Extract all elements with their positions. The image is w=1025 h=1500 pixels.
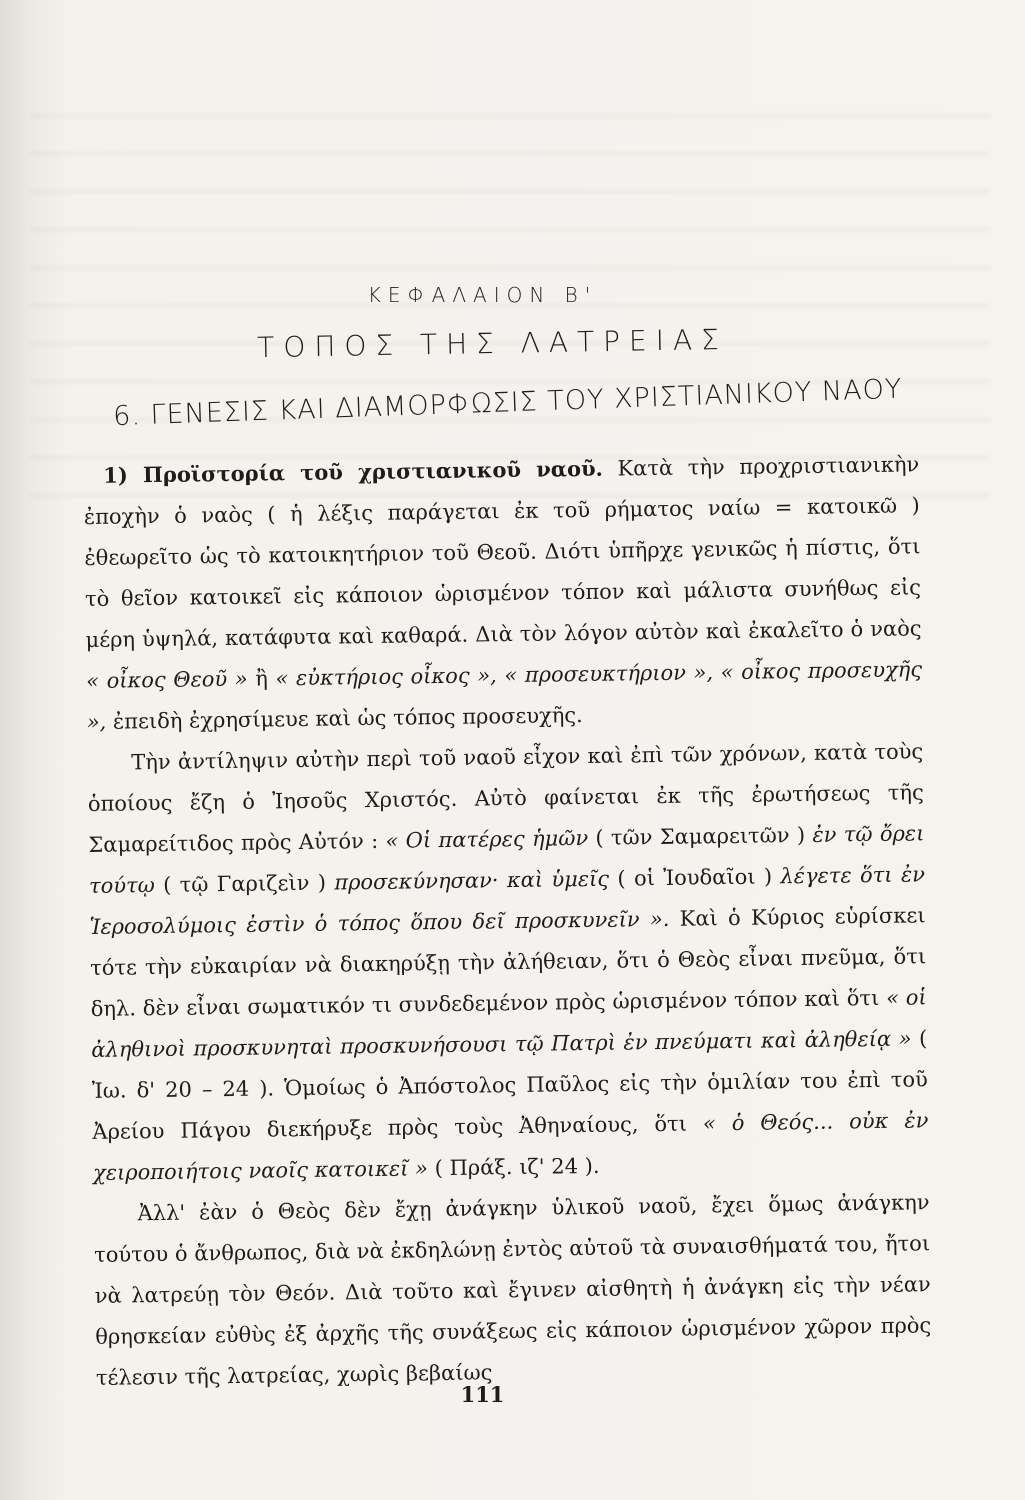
quote-span: « οἱ ἀληθινοὶ προσκυνηταὶ προσκυνήσουσι τῷ Πατρὶ ἐν πνεύματι καὶ ἀληθείᾳ » [91,985,927,1062]
text-span: Καὶ ὁ Κύριος εὑρίσκει τότε τὴν εὐκαιρίαν νὰ διακηρύξῃ τὴν ἀλήθειαν, ὅτι ὁ Θεὸς εἶναι πνεῦμα, ὅτι δηλ. δὲν εἶναι σωματικόν τι συνδεδεμένον πρὸς ὡρισμένον τόπον καὶ ὅτι [89,903,927,1021]
quote-span: προσεκύνησαν· καὶ ὑμεῖς [334,866,610,895]
text-span: ( τῷ Γαριζεὶν ) [162,870,327,897]
quote-span: « εὐκτήριος οἶκος », « προσευκτήριον », « οἶκος προσευχῆς », [86,657,923,734]
text-span: ( οἱ Ἰουδαῖοι ) [617,864,773,891]
quote-span: λέγετε ὅτι ἐν Ἱεροσολύμοις ἐστὶν ὁ τόπος ὅπου δεῖ προσκυνεῖν ». [89,862,926,939]
text-span: ἐπειδὴ ἐχρησίμευε καὶ ὡς τόπος προσευχῆς. [112,703,583,734]
section-title: 6. ΓΕΝΕΣΙΣ ΚΑΙ ΔΙΑΜΟΡΦΩΣΙΣ ΤΟΥ ΧΡΙΣΤΙΑΝΙΚΟΥ ΝΑΟΥ [112,373,903,433]
part-title: ΤΟΠΟΣ ΤΗΣ ΛΑΤΡΕΙΑΣ [256,322,729,365]
quote-span: « Οἱ πατέρες ἡμῶν [385,825,589,853]
body-text [83,443,932,1399]
page-number: 111 [460,1382,505,1407]
paragraph-2 [87,731,929,1194]
subsection-lead: 1) Προϊστορία τοῦ χριστιανικοῦ ναοῦ. [103,455,604,488]
text-span: Τὴν ἀντίληψιν αὐτὴν περὶ τοῦ ναοῦ εἶχον καὶ ἐπὶ τῶν χρόνων, κατὰ τοὺς ὁποίους ἔζη ὁ Ἰησοῦς Χριστός. Αὐτὸ φαίνεται ἐκ τῆς ἐρωτήσεως τῆς Σαμαρείτιδος πρὸς Αὐτόν : [87,739,924,857]
text-span: ( Πράξ. ιζ' 24 ). [434,1153,600,1181]
quote-span: ἐν τῷ ὄρει τούτῳ [88,821,925,898]
quote-span: « ὁ Θεός... οὐκ ἐν χειροποιήτοις ναοῖς κατοικεῖ » [92,1108,929,1185]
paragraph-3 [93,1182,932,1399]
text-span: Ἀλλ' ἐὰν ὁ Θεὸς δὲν ἔχῃ ἀνάγκην ὑλικοῦ ναοῦ, ἔχει ὅμως ἀνάγκην τούτου ὁ ἄνθρωπος, διὰ νὰ ἐκδηλώνῃ ἐντὸς αὐτοῦ τὰ συναισθήματά του, ἤτοι νὰ λατρεύῃ τὸν Θεόν. Διὰ τοῦτο καὶ ἔγινεν αἰσθητὴ ἡ ἀνάγκη εἰς τὴν νέαν θρησκείαν εὐθὺς ἐξ ἀρχῆς τῆς συνάξεως εἰς κάποιον ὡρισμένον χῶρον πρὸς τέλεσιν τῆς λατρείας, χωρὶς βεβαίως [94,1190,932,1390]
quote-span: « οἶκος Θεοῦ » [85,666,248,693]
text-span: ( τῶν Σαμαρειτῶν ) [595,822,806,850]
chapter-heading: ΚΕΦΑΛΑΙΟΝ Β' [367,283,598,307]
text-span: ἢ [255,666,269,691]
paragraph-1 [83,443,923,743]
text-span: Κατὰ τὴν προχριστιανικὴν ἐποχὴν ὁ ναὸς ( ἡ λέξις παράγεται ἐκ τοῦ ρήματος ναίω = κατοικῶ ) ἐθεωρεῖτο ὡς τὸ κατοικητήριον τοῦ Θεοῦ. Διότι ὑπῆρχε γενικῶς ἡ πίστις, ὅτι τὸ θεῖον κατοικεῖ εἰς κάποιον ὡρισμένον τόπον καὶ μάλιστα συνήθως εἰς μέρη ὑψηλά, κατάφυτα καὶ καθαρά. Διὰ τὸν λόγον αὐτὸν καὶ ἐκαλεῖτο ὁ ναὸς [83,452,922,652]
text-span: ( Ἰω. δ' 20 – 24 ). Ὁμοίως ὁ Ἀπόστολος Παῦλος εἰς τὴν ὁμιλίαν του ἐπὶ τοῦ Ἀρείου Πάγου διεκήρυξε πρὸς τοὺς Ἀθηναίους, ὅτι [91,1026,928,1144]
